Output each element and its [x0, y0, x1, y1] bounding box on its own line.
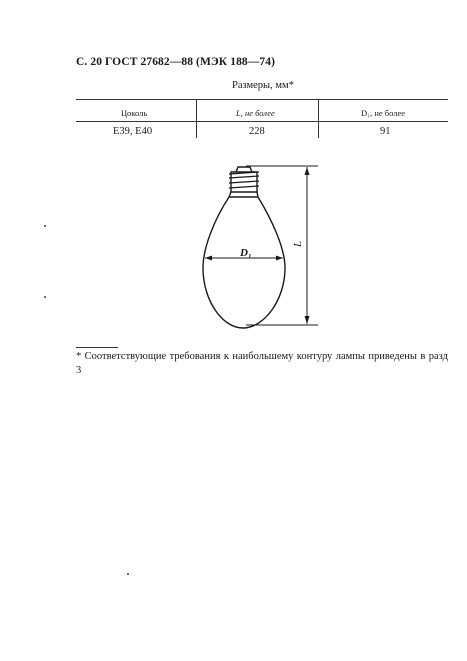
bulb-outline [203, 197, 285, 328]
footnote: * Соответствующие требования к наибольшему контуру лампы приведены в разд 3 [76, 351, 448, 376]
lamp-neck [229, 192, 258, 197]
footnote-rule [76, 347, 118, 348]
cell-base: E39, E40 [113, 126, 153, 137]
scan-speck [44, 225, 46, 227]
length-label: L [292, 240, 304, 247]
table-caption: Размеры, мм* [232, 80, 294, 91]
column-header-diameter: D₁, не более [361, 108, 406, 118]
diameter-label: D₁ [240, 247, 252, 259]
cell-length: 228 [249, 126, 265, 137]
column-header-base: Цоколь [121, 108, 148, 118]
cell-diameter: 91 [380, 126, 391, 137]
scan-speck [127, 573, 129, 575]
base-contact [236, 167, 252, 172]
scan-speck [44, 296, 46, 298]
page-header: С. 20 ГОСТ 27682—88 (МЭК 188—74) [76, 56, 275, 68]
column-header-length: L, не более [236, 108, 275, 118]
